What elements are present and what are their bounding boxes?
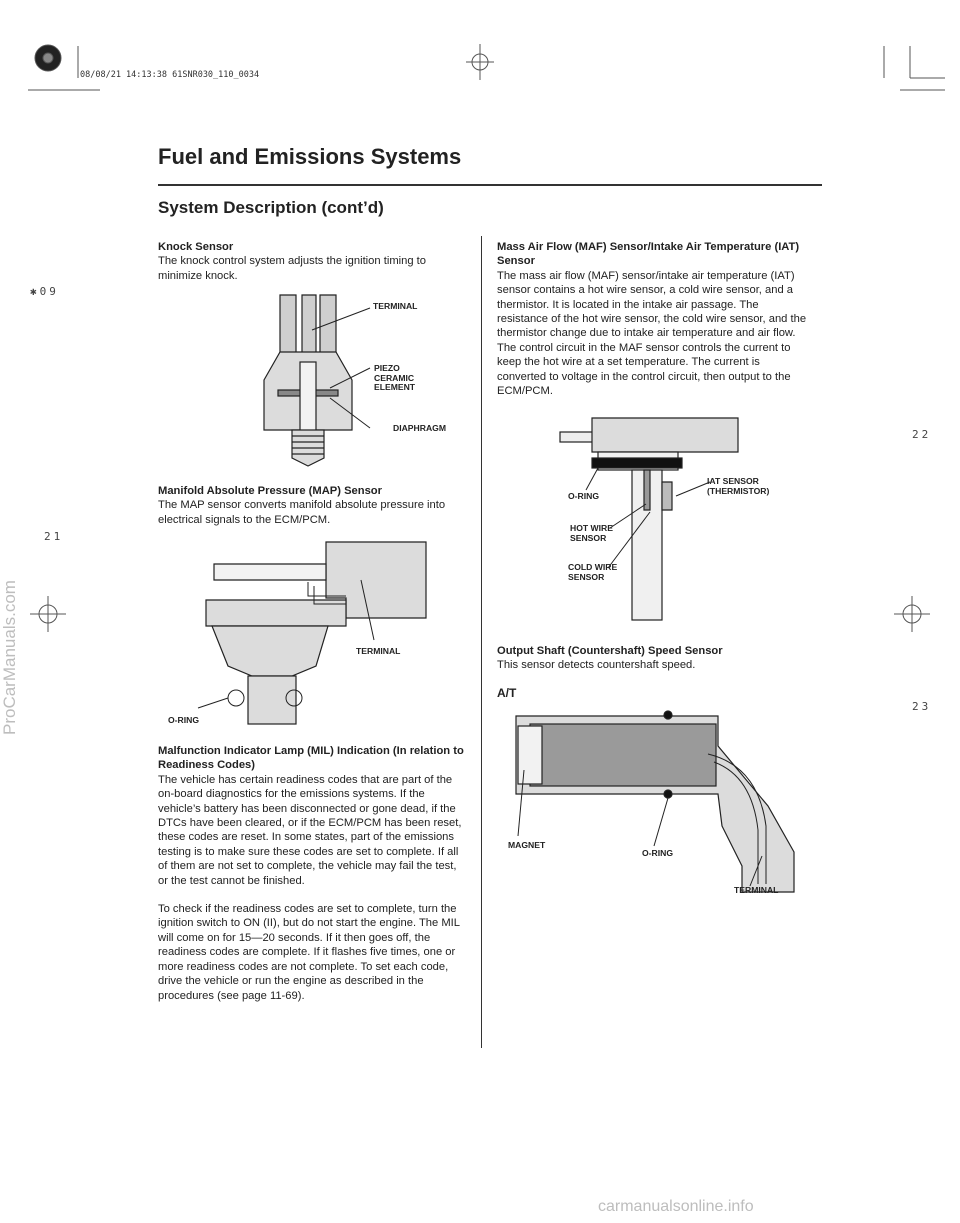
page-title: Fuel and Emissions Systems	[158, 144, 462, 169]
oss-section	[497, 644, 809, 673]
mil-heading: Malfunction Indicator Lamp (MIL) Indication (In relation to Readiness Codes)	[158, 745, 464, 772]
knock-sensor-heading: Knock Sensor	[158, 241, 234, 253]
knock-label-terminal: TERMINAL	[373, 301, 418, 311]
page-subtitle: System Description (cont’d)	[158, 198, 384, 217]
map-label-oring: O-RING	[168, 715, 200, 725]
margin-mark-left-top: ✱09	[30, 285, 59, 298]
knock-label-piezo: PIEZO CERAMIC ELEMENT	[374, 363, 416, 392]
mil-body-2: To check if the readiness codes are set to complete, turn the ignition switch to ON (II), but do not start the engine. The MIL will come on for 15—20 seconds. If it then goes off, the readiness codes are complete. If it flashes five times, one or more readiness codes are not complete. To set each code, drive the vehicle or run the engine as described in the procedures (see page 11-69).	[158, 903, 460, 1002]
knock-sensor-diagram	[250, 290, 470, 470]
print-stamp: 08/08/21 14:13:38 61SNR030_110_0034	[80, 70, 260, 80]
map-sensor-heading: Manifold Absolute Pressure (MAP) Sensor	[158, 485, 382, 497]
maf-label-hot-wire: HOT WIRE SENSOR	[570, 523, 613, 543]
speed-sensor-diagram	[508, 706, 808, 906]
oss-label-terminal: TERMINAL	[734, 885, 779, 895]
maf-sensor-diagram	[558, 408, 818, 628]
mil-body-1: The vehicle has certain readiness codes that are part of the on-board diagnostics for the emissions systems. If the vehicle’s battery has been disconnected or gone dead, if the DTCs have been cleared, or if the ECM/PCM has been reset, these codes are reset. In some states, part of the emissions testing is to make sure these codes are set to complete. If all of them are not set to complete, the vehicle may fail the test, or the test cannot be finished.	[158, 773, 462, 887]
oss-label-magnet: MAGNET	[508, 840, 546, 850]
maf-sensor-heading: Mass Air Flow (MAF) Sensor/Intake Air Temperature (IAT) Sensor	[497, 241, 800, 268]
maf-label-iat: IAT SENSOR (THERMISTOR)	[707, 476, 770, 496]
oss-label-oring: O-RING	[642, 848, 674, 858]
map-sensor-diagram	[196, 538, 436, 728]
maf-sensor-body: The mass air flow (MAF) sensor/intake air temperature (IAT) sensor contains a hot wire sensor, a cold wire sensor, and a thermistor. It is located in the intake air passage. The resistance of the hot wire sensor, the cold wire sensor, and the thermistor change due to intake air temperature and air flow. The control circuit in the MAF sensor controls the current to keep the hot wire at a set temperature. The current is converted to voltage in the control circuit, then output to the ECM/PCM.	[497, 269, 807, 398]
knock-sensor-section	[158, 240, 468, 283]
oss-heading: Output Shaft (Countershaft) Speed Sensor	[497, 645, 723, 657]
margin-mark-right-bottom: 23	[912, 700, 932, 713]
map-sensor-body: The MAP sensor converts manifold absolute pressure into electrical signals to the ECM/PCM.	[158, 499, 446, 526]
knock-label-diaphragm: DIAPHRAGM	[393, 423, 446, 433]
column-divider	[481, 236, 482, 1048]
maf-label-oring: O-RING	[568, 491, 600, 501]
map-sensor-section	[158, 484, 468, 527]
maf-sensor-section	[497, 240, 809, 398]
maf-label-cold-wire: COLD WIRE SENSOR	[568, 562, 618, 582]
margin-mark-right-top: 22	[912, 428, 932, 441]
margin-mark-left-bottom: 21	[44, 530, 64, 543]
title-rule	[158, 184, 822, 186]
footer-watermark: carmanualsonline.info	[598, 1198, 754, 1215]
map-label-terminal: TERMINAL	[356, 646, 401, 656]
mil-section	[158, 744, 468, 1003]
oss-subheading-at: A/T	[497, 686, 517, 700]
knock-sensor-body: The knock control system adjusts the ignition timing to minimize knock.	[158, 255, 427, 282]
side-watermark: ProCarManuals.com	[0, 580, 19, 735]
oss-body: This sensor detects countershaft speed.	[497, 659, 696, 672]
